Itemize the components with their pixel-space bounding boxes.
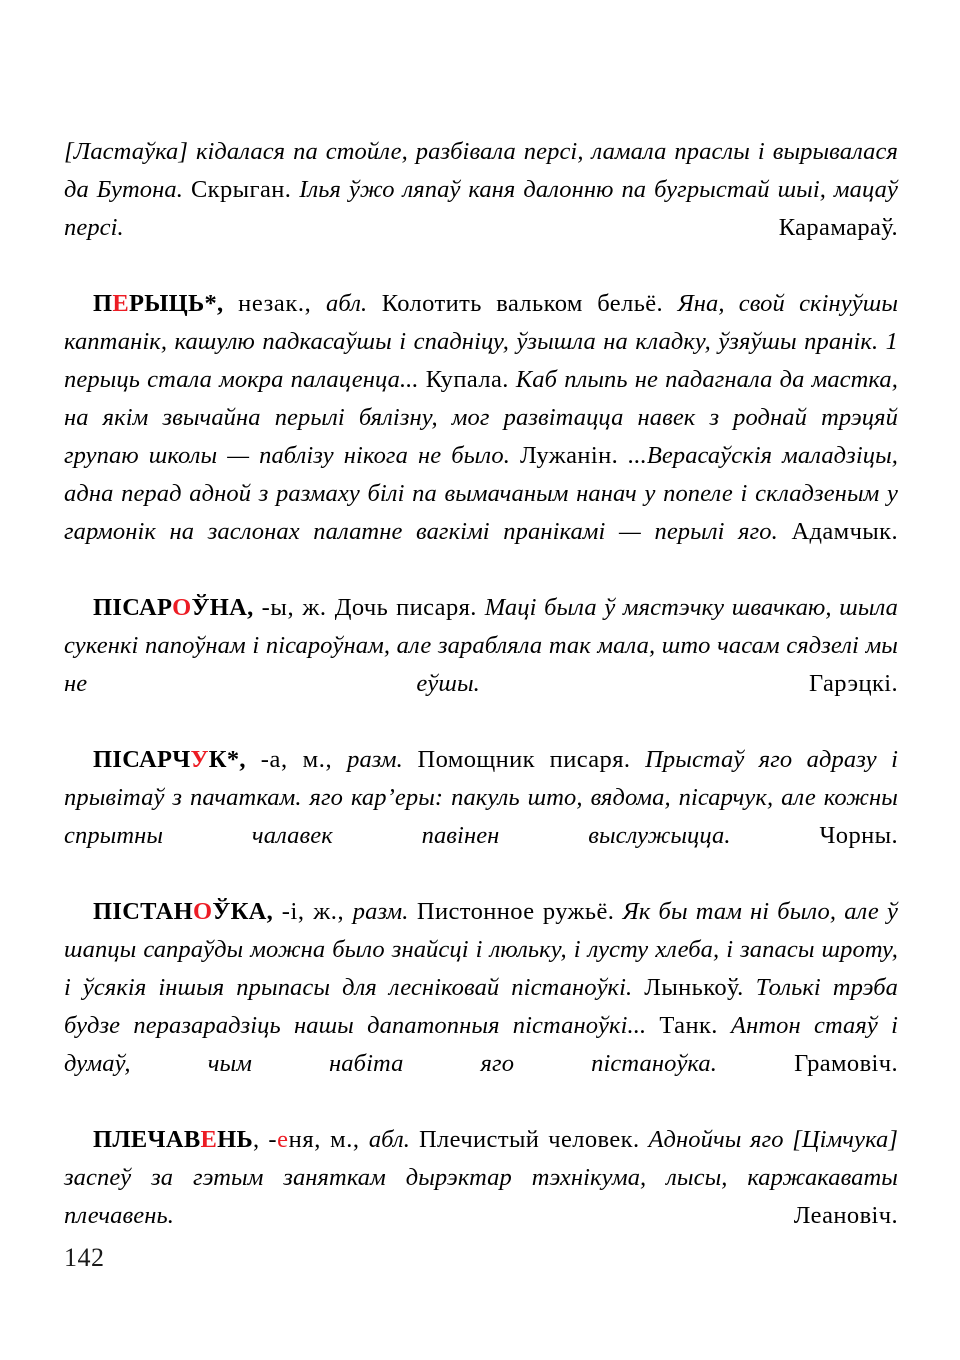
quote-text: Ілья ўжо ляпаў каня далонню па бугрыстай шыі, мацаў персі. bbox=[64, 176, 898, 241]
headword-part: ПІСАР bbox=[93, 594, 173, 621]
quote-source: Лужанін. bbox=[520, 442, 619, 469]
quote-source: Леановіч. bbox=[793, 1202, 898, 1229]
space bbox=[618, 442, 628, 469]
dictionary-entry bbox=[64, 1121, 898, 1273]
headword bbox=[93, 898, 273, 925]
dictionary-entry bbox=[64, 589, 898, 741]
space bbox=[731, 822, 820, 849]
quote-text: Як бы там ні было, але ў шапцы сапраўды можна было знайсці і люльку, і лусту хлеба, і запасы шроту, і ўсякія іншыя прыпасы для лесніковай пістаноўкі. bbox=[64, 898, 898, 1001]
quote-source: Танк. bbox=[659, 1012, 718, 1039]
grammar-note: -а, м., bbox=[245, 746, 348, 773]
stressed-vowel: е bbox=[277, 1126, 289, 1153]
dictionary-entry bbox=[64, 285, 898, 589]
space bbox=[509, 366, 516, 393]
stressed-vowel: Е bbox=[112, 290, 130, 317]
space bbox=[632, 974, 644, 1001]
definition: Помощник писаря. bbox=[402, 746, 646, 773]
definition: Плечистый человек. bbox=[409, 1126, 649, 1153]
space bbox=[480, 670, 809, 697]
quote-text: Толькі трэба будзе перазарадзіць нашы дапатопныя пістаноўкі... bbox=[64, 974, 899, 1039]
headword-part: ПІСАРЧ bbox=[93, 746, 191, 773]
space bbox=[717, 1050, 794, 1077]
grammar-note: незак., bbox=[223, 290, 327, 317]
headword bbox=[93, 594, 254, 621]
page-number: 142 bbox=[64, 1243, 105, 1272]
ending-part: ня, м., bbox=[288, 1126, 369, 1153]
space bbox=[718, 1012, 731, 1039]
grammar-note: -і, ж., bbox=[273, 898, 353, 925]
headword-part: ПЛЕЧАВ bbox=[93, 1126, 201, 1153]
usage-label: абл. bbox=[368, 1126, 410, 1153]
space bbox=[174, 1202, 794, 1229]
headword bbox=[93, 746, 246, 773]
space bbox=[124, 214, 779, 241]
inflection-ending bbox=[259, 1126, 369, 1153]
stressed-vowel: О bbox=[172, 594, 192, 621]
quote-source: Купала. bbox=[425, 366, 509, 393]
quote-text: Прыстаў яго адразу і прывітаў з пачаткам. яго кар’еры: пакуль што, вядома, пісарчук, але кожны спрытны чалавек павінен выслужыцца. bbox=[64, 746, 898, 849]
headword-part: К*, bbox=[208, 746, 246, 773]
headword-part: НЬ bbox=[217, 1126, 253, 1153]
space bbox=[778, 518, 792, 545]
definition: Пистонное ружьё. bbox=[408, 898, 623, 925]
definition: Колотить вальком бельё. bbox=[367, 290, 678, 317]
dictionary-entry bbox=[64, 893, 898, 1121]
space bbox=[744, 974, 756, 1001]
quote-source: Адамчык. bbox=[791, 518, 899, 545]
stressed-vowel: У bbox=[190, 746, 209, 773]
quote-source: Лынькоў. bbox=[644, 974, 744, 1001]
usage-label: абл. bbox=[326, 290, 368, 317]
headword-part: РЫЦЬ*, bbox=[129, 290, 224, 317]
dictionary-entry bbox=[64, 741, 898, 893]
stressed-vowel: О bbox=[192, 898, 213, 925]
quote-source: Чорны. bbox=[819, 822, 898, 849]
continued-entry-paragraph bbox=[64, 133, 898, 285]
quote-text: Маці была ў мястэчку швачкаю, шыла сукенкі папоўнам і пісароўнам, але зарабляла так мала, што часам сядзелі мы не еўшы. bbox=[64, 594, 898, 697]
quote-text: Каб плыпь не падагнала да мастка, на якім звычайна перылі бялізну, мог развітацца навек з роднай трэцяй групаю школы — паблізу нікога не было. bbox=[64, 366, 898, 469]
stressed-vowel: Е bbox=[200, 1126, 218, 1153]
usage-label: разм. bbox=[352, 898, 409, 925]
headword-part: ЎКА, bbox=[212, 898, 274, 925]
quote-text: Антон стаяў і думаў, чым набіта яго пістаноўка. bbox=[64, 1012, 898, 1077]
headword-comma: , bbox=[252, 1126, 260, 1153]
space bbox=[646, 1012, 659, 1039]
quote-source: Грамовіч. bbox=[794, 1050, 898, 1077]
usage-label: разм. bbox=[347, 746, 403, 773]
headword bbox=[93, 290, 223, 317]
quote-source: Карамараў. bbox=[778, 214, 898, 241]
space bbox=[419, 366, 426, 393]
quote-source: Скрыган. bbox=[190, 176, 292, 203]
quote-text: Яна, свой скінуўшы каптанік, кашулю падкасаўшы і спадніцу, ўзышла на кладку, ўзяўшы пранік. 1 перыць стала мокра палаценца... bbox=[64, 290, 899, 393]
ending-part: - bbox=[259, 1126, 278, 1153]
headword-part: ПІСТАН bbox=[93, 898, 193, 925]
quote-text: [Ластаўка] кідалася па стойле, разбівала персі, ламала праслы і вырывалася да Бутона. bbox=[64, 138, 898, 203]
quote-text: ...Верасаўскія маладзіцы, адна перад адной з размаху білі па вымачаным нанач у попеле і складзеным у гармонік на заслонах палатне вагкімі пранікамі — перылі яго. bbox=[64, 442, 899, 545]
quote-text: Аднойчы яго [Цімчука] заспеў за гэтым заняткам дырэктар тэхнікума, лысы, каржакаваты плечавень. bbox=[64, 1126, 899, 1229]
grammar-note: -ы, ж. bbox=[253, 594, 335, 621]
space bbox=[183, 176, 191, 203]
headword bbox=[93, 1126, 253, 1153]
quote-source: Гарэцкі. bbox=[809, 670, 898, 697]
space bbox=[510, 442, 520, 469]
definition: Дочь писаря. bbox=[334, 594, 485, 621]
headword-part: П bbox=[93, 290, 113, 317]
text-column bbox=[64, 133, 898, 1273]
headword-part: ЎНА, bbox=[191, 594, 254, 621]
